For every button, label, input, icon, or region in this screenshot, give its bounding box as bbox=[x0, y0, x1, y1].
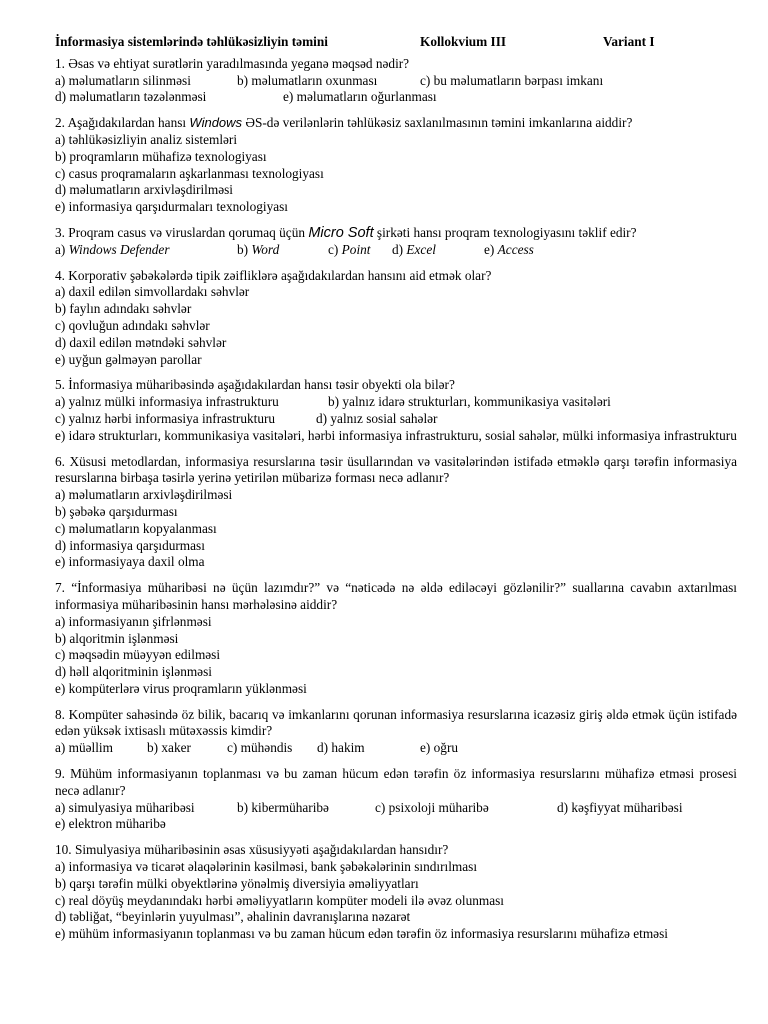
answer-c: c) psixoloji müharibə bbox=[375, 799, 489, 815]
answer-a: a) simulyasiya müharibəsi bbox=[55, 799, 195, 815]
question-5 bbox=[55, 377, 737, 444]
answer-b: b) xaker bbox=[147, 740, 191, 756]
answer-b: b) yalnız idarə strukturları, kommunikasiya vasitələri bbox=[328, 394, 611, 410]
answer-b: b) alqoritmin işlənməsi bbox=[55, 630, 179, 646]
answer-e: e) kompüterlərə virus proqramların yüklənməsi bbox=[55, 680, 307, 696]
question-2 bbox=[55, 115, 737, 216]
answer-c: c) yalnız hərbi informasiya infrastrukturu bbox=[55, 410, 276, 426]
answer-e: e) oğru bbox=[420, 740, 459, 756]
question-text: 9. Mühüm informasiyanın toplanması və bu zaman hücum edən tərəfin öz informasiya resurslarını mühafizə etməsi prosesi necə adlanır? bbox=[55, 766, 737, 798]
answer-a bbox=[55, 242, 237, 259]
answer-row bbox=[55, 411, 737, 428]
question-8 bbox=[55, 707, 737, 757]
variant-label: Variant I bbox=[603, 34, 655, 49]
microsoft-word: Micro Soft bbox=[308, 224, 374, 241]
answer-d bbox=[392, 242, 484, 259]
document-header bbox=[55, 34, 737, 51]
answer-b: b) məlumatların oxunması bbox=[237, 72, 378, 88]
answer-row bbox=[55, 740, 737, 757]
answer-e: e) məlumatların oğurlanması bbox=[283, 89, 437, 105]
answer-e bbox=[484, 242, 534, 259]
answer-d: d) yalnız sosial sahələr bbox=[316, 410, 438, 426]
question-10 bbox=[55, 842, 737, 943]
answer-b: b) kibermüharibə bbox=[237, 799, 329, 815]
answer-row bbox=[55, 73, 737, 90]
answer-prefix: c) bbox=[328, 241, 339, 257]
answer-d: d) informasiya qarşıdurması bbox=[55, 537, 205, 553]
answer-e: e) uyğun gəlməyən parollar bbox=[55, 351, 202, 367]
answer-c: c) bu məlumatların bərpası imkanı bbox=[420, 72, 604, 88]
answer-d: d) təbliğat, “beyinlərin yuyulması”, əhalinin davranışlarına nəzarət bbox=[55, 909, 411, 925]
test-page bbox=[55, 34, 737, 952]
answer-row bbox=[55, 89, 737, 106]
question-text bbox=[55, 225, 737, 242]
answer-c bbox=[328, 242, 392, 259]
question-9 bbox=[55, 766, 737, 833]
answer-b: b) şəbəkə qarşıdurması bbox=[55, 503, 178, 519]
document-title: İnformasiya sistemlərində təhlükəsizliyin təmini bbox=[55, 34, 328, 49]
answer-prefix: e) bbox=[484, 241, 495, 257]
answer-d: d) hakim bbox=[317, 740, 365, 756]
answer-b: b) qarşı tərəfin mülki obyektlərinə yönəlmiş diversiyia əməliyyatları bbox=[55, 875, 419, 891]
answer-d: d) daxil edilən mətndəki səhvlər bbox=[55, 334, 227, 350]
answer-c: c) real döyüş meydanındakı hərbi əməliyyatların kompüter modeli ilə əvəz olunması bbox=[55, 892, 504, 908]
answer-e: e) mühüm informasiyanın toplanması və bu zaman hücum edən tərəfin öz informasiya resurslarını mühafizə etməsi bbox=[55, 926, 668, 942]
answer-a: a) informasiyanın şifrlənməsi bbox=[55, 613, 212, 629]
question-text-start: 2. Aşağıdakılardan hansı bbox=[55, 115, 187, 131]
answer-b: b) faylın adındakı səhvlər bbox=[55, 301, 192, 317]
answer-row bbox=[55, 394, 737, 411]
answer-a: a) yalnız mülki informasiya infrastrukturu bbox=[55, 394, 279, 410]
answer-b: b) proqramların mühafizə texnologiyası bbox=[55, 148, 267, 164]
answer-value: Word bbox=[251, 241, 280, 257]
answer-a: a) təhlükəsizliyin analiz sistemləri bbox=[55, 131, 238, 147]
answer-d: d) kəşfiyyat müharibəsi bbox=[557, 799, 683, 815]
question-4 bbox=[55, 268, 737, 369]
answer-e: e) informasiyaya daxil olma bbox=[55, 554, 205, 570]
answer-value: Excel bbox=[406, 241, 436, 257]
answer-a: a) müəllim bbox=[55, 740, 113, 756]
question-text: 5. İnformasiya müharibəsində aşağıdakılardan hansı təsir obyekti ola bilər? bbox=[55, 377, 455, 393]
question-text: 6. Xüsusi metodlardan, informasiya resurslarına təsir üsullarından və vasitələrindən istifadə etməklə qarşı tərəfin informasiya resurslarına birbaşa təsirlə yerinə yetirilən mübarizə forması necə adlanır? bbox=[55, 453, 737, 486]
answer-c: c) məlumatların kopyalanması bbox=[55, 520, 217, 536]
question-7 bbox=[55, 580, 737, 698]
answer-a: a) daxil edilən simvollardakı səhvlər bbox=[55, 284, 250, 300]
answer-row bbox=[55, 800, 737, 817]
question-text-end: şirkəti hansı proqram texnologiyasını təklif edir? bbox=[376, 224, 637, 240]
question-text bbox=[55, 115, 737, 132]
question-text: 8. Kompüter sahəsində öz bilik, bacarıq və imkanlarını qorunan informasiya resurslarına icazəsiz giriş əldə etmək üçün istifadə edən yüksək ixtisaslı mütəxəssis kimdir? bbox=[55, 706, 737, 739]
answer-c: c) casus proqramaların aşkarlanması texnologiyası bbox=[55, 165, 324, 181]
answer-value: Access bbox=[497, 241, 534, 257]
answer-a: a) məlumatların silinməsi bbox=[55, 72, 191, 88]
answer-c: c) qovluğun adındakı səhvlər bbox=[55, 317, 210, 333]
answer-prefix: a) bbox=[55, 241, 66, 257]
answer-d: d) məlumatların təzələnməsi bbox=[55, 89, 207, 105]
answer-row bbox=[55, 242, 737, 259]
question-text: 10. Simulyasiya müharibəsinin əsas xüsusiyyəti aşağıdakılardan hansıdır? bbox=[55, 842, 449, 858]
answer-b bbox=[237, 242, 328, 259]
answer-value: Windows Defender bbox=[68, 241, 170, 257]
kollokvium-label: Kollokvium III bbox=[420, 34, 507, 49]
answer-e: e) elektron müharibə bbox=[55, 816, 166, 832]
question-1 bbox=[55, 56, 737, 106]
question-3 bbox=[55, 225, 737, 259]
question-text: 1. Əsas və ehtiyat surətlərin yaradılmasında yeganə məqsəd nədir? bbox=[55, 55, 410, 71]
question-6 bbox=[55, 454, 737, 572]
answer-prefix: d) bbox=[392, 241, 404, 257]
question-text-start: 3. Proqram casus və viruslardan qorumaq üçün bbox=[55, 224, 305, 240]
answer-d: d) həll alqoritminin işlənməsi bbox=[55, 664, 212, 680]
question-text: 4. Korporativ şəbəkələrdə tipik zəifliklərə aşağıdakılardan hansını aid etmək olar? bbox=[55, 267, 492, 283]
answer-c: c) mühəndis bbox=[227, 740, 293, 756]
windows-word: Windows bbox=[189, 115, 243, 131]
answer-a: a) informasiya və ticarət əlaqələrinin kəsilməsi, bank şəbəkələrinin sındırılması bbox=[55, 859, 478, 875]
answer-e: e) informasiya qarşıdurmaları texnologiyası bbox=[55, 199, 288, 215]
answer-d: d) məlumatların arxivləşdirilməsi bbox=[55, 182, 233, 198]
question-text-end: ƏS-də verilənlərin təhlükəsiz saxlanılmasının təmini imkanlarına aiddir? bbox=[245, 115, 633, 131]
answer-c: c) məqsədin müəyyən edilməsi bbox=[55, 647, 221, 663]
answer-a: a) məlumatların arxivləşdirilməsi bbox=[55, 487, 233, 503]
answer-prefix: b) bbox=[237, 241, 249, 257]
answer-value: Point bbox=[341, 241, 371, 257]
question-text: 7. “İnformasiya müharibəsi nə üçün lazımdır?” və “nəticədə nə əldə ediləcəyi gözlənilir?” suallarına cavabın axtarılması informasiya müharibəsinin hansı mərhələsinə aiddir? bbox=[55, 580, 737, 612]
answer-e: e) idarə strukturları, kommunikasiya vasitələri, hərbi informasiya infrastrukturu, sosial sahələr, mülki informasiya infrastrukturu bbox=[55, 427, 737, 443]
